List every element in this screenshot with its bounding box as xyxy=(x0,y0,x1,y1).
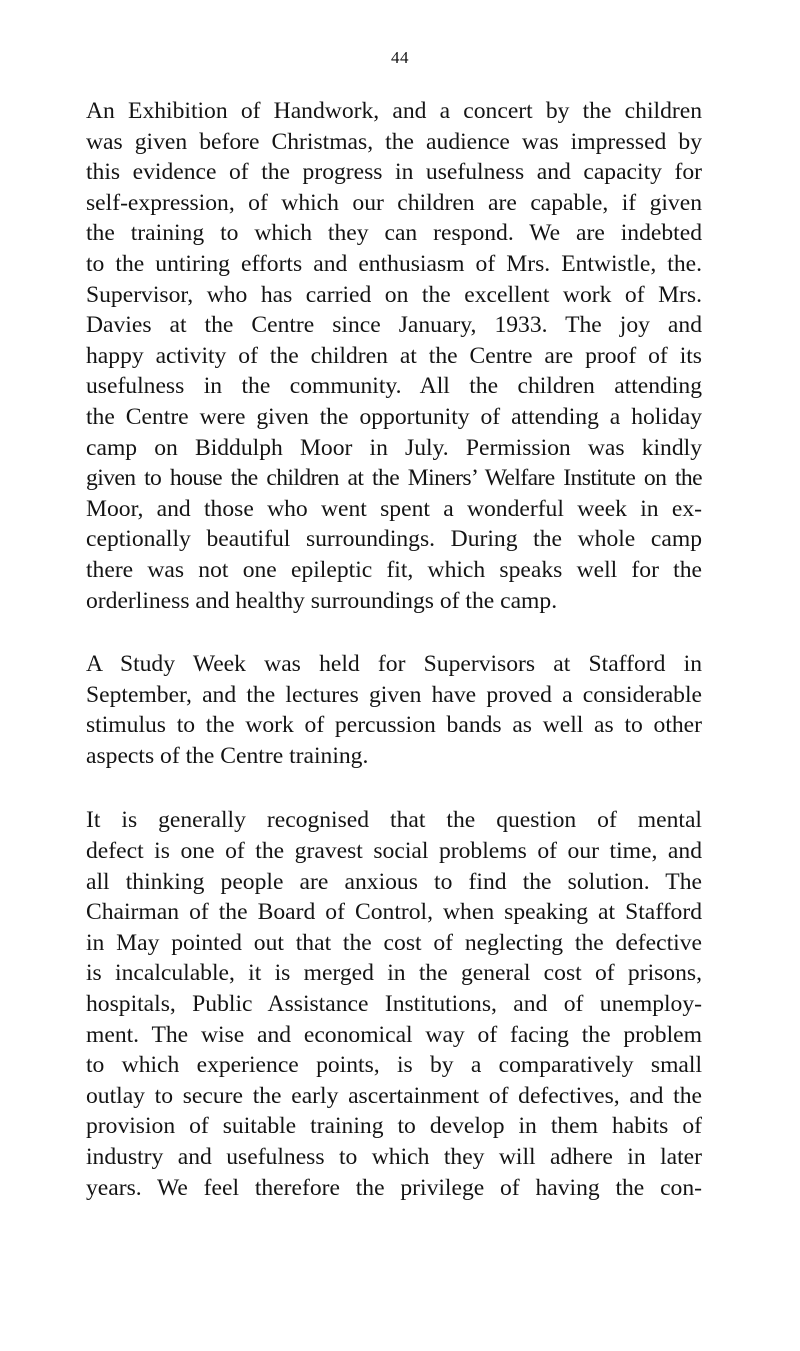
text-line: to the untiring efforts and enthusiasm of Mrs. Entwistle, the. xyxy=(86,250,702,277)
text-line: to which experience points, is by a comparatively small xyxy=(86,1052,702,1079)
text-line: outlay to secure the early ascertainment of defectives, and the xyxy=(86,1082,702,1109)
text-line: Chairman of the Board of Control, when speaking at Stafford xyxy=(86,899,702,926)
body-text xyxy=(86,96,702,1203)
text-line: hospitals, Public Assistance Institutions, and of unemploy- xyxy=(86,991,702,1018)
paragraph-study-week xyxy=(86,649,702,771)
text-line: ment. The wise and economical way of facing the problem xyxy=(86,1021,702,1048)
text-line: usefulness in the community. All the children attending xyxy=(86,373,702,400)
text-line: industry and usefulness to which they will adhere in later xyxy=(86,1144,702,1170)
text-line: all thinking people are anxious to find the solution. The xyxy=(86,868,702,895)
text-line: years. We feel therefore the privilege of having the con- xyxy=(86,1174,702,1201)
text-line: ceptionally beautiful surroundings. During the whole camp xyxy=(86,526,702,553)
text-line: happy activity of the children at the Centre are proof of its xyxy=(86,342,702,369)
text-line: orderliness and healthy surroundings of the camp. xyxy=(86,587,558,614)
text-line: stimulus to the work of percussion bands as well as to other xyxy=(86,712,702,739)
paragraph-mental-defect xyxy=(86,805,702,1203)
text-line: provision of suitable training to develop in them habits of xyxy=(86,1113,702,1140)
text-line: September, and the lectures given have proved a considerable xyxy=(86,681,702,708)
text-line: was given before Christmas, the audience was impressed by xyxy=(86,128,702,155)
text-line: is incalculable, it is merged in the general cost of prisons, xyxy=(86,960,702,987)
page-number: 44 xyxy=(391,48,409,67)
text-line: there was not one epileptic fit, which speaks well for the xyxy=(86,556,702,583)
text-line: It is generally recognised that the question of mental xyxy=(86,807,702,834)
paragraph-exhibition xyxy=(86,96,702,616)
text-line: self-expression, of which our children are capable, if given xyxy=(86,189,702,216)
text-line: Supervisor, who has carried on the excellent work of Mrs. xyxy=(86,281,702,308)
text-line: this evidence of the progress in usefulness and capacity for xyxy=(86,159,702,186)
text-line: given to house the children at the Miners’ Welfare Institute on the xyxy=(86,465,702,492)
text-line: defect is one of the gravest social problems of our time, and xyxy=(86,838,702,865)
text-line: camp on Biddulph Moor in July. Permission was kindly xyxy=(86,434,702,461)
text-line: An Exhibition of Handwork, and a concert by the children xyxy=(86,98,702,124)
text-line: Moor, and those who went spent a wonderful week in ex- xyxy=(86,495,702,522)
text-line: A Study Week was held for Supervisors at Stafford in xyxy=(86,651,702,678)
text-line: the training to which they can respond. We are indebted xyxy=(86,220,702,247)
text-line: the Centre were given the opportunity of attending a holiday xyxy=(86,403,702,430)
text-line: in May pointed out that the cost of neglecting the defective xyxy=(86,929,702,956)
text-line: aspects of the Centre training. xyxy=(86,742,369,769)
text-line: Davies at the Centre since January, 1933. The joy and xyxy=(86,312,702,339)
